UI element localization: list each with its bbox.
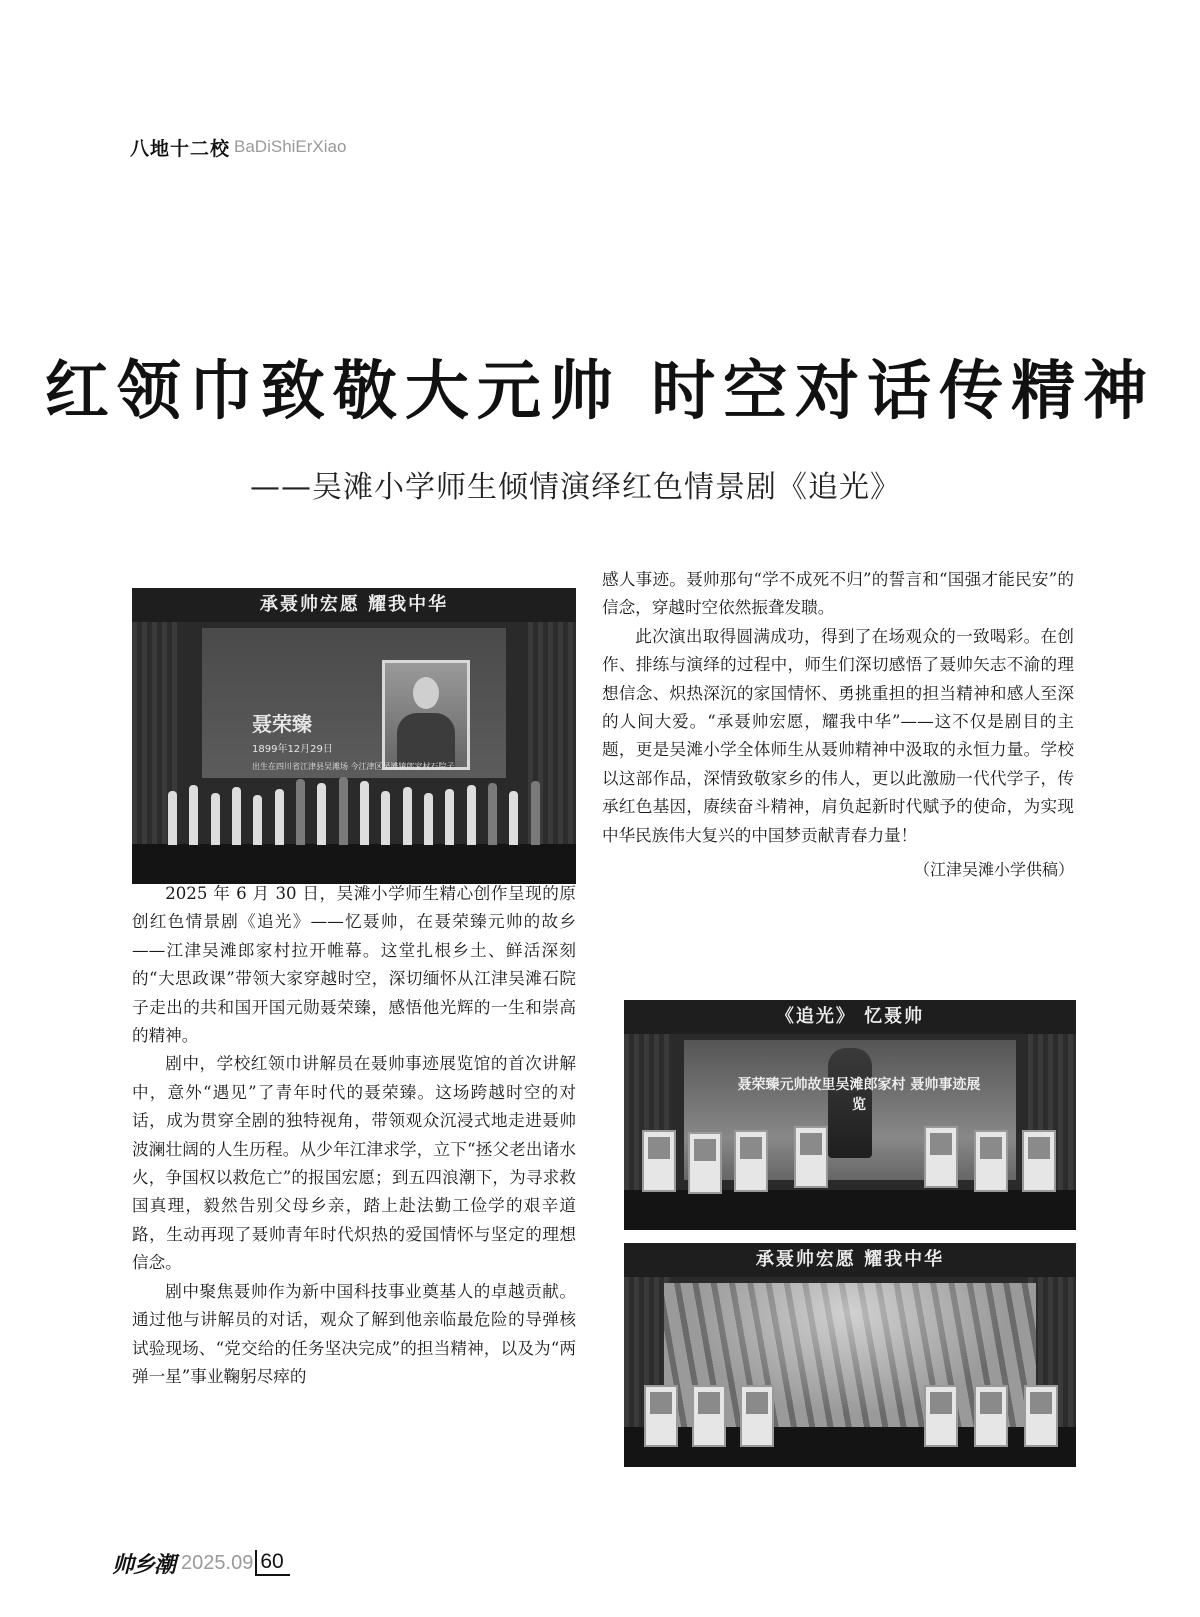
exhibit-panel <box>924 1385 958 1447</box>
paragraph: 此次演出取得圆满成功，得到了在场观众的一致喝彩。在创作、排练与演绎的过程中，师生们深切感悟了聂帅矢志不渝的理想信念、炽热深沉的家国情怀、勇挑重担的担当精神和感人至深的人间大爱。“承聂帅宏愿，耀我中华”——这不仅是剧目的主题，更是吴滩小学全体师生从聂帅精神中汲取的永恒力量。学校以这部作品，深情致敬家乡的伟人，更以此激励一代代学子，传承红色基因，赓续奋斗精神，肩负起新时代赋予的使命，为实现中华民族伟大复兴的中国梦贡献青春力量！ <box>602 626 1074 845</box>
screen-name-card <box>252 708 455 772</box>
exhibit-panel <box>692 1385 726 1447</box>
exhibit-panel <box>1022 1130 1056 1192</box>
exhibit-panel <box>642 1130 676 1192</box>
photo-banner: 《追光》 忆聂帅 <box>624 1000 1076 1034</box>
exhibit-panel <box>688 1132 722 1194</box>
issue-date: 2025.09 <box>181 1551 254 1574</box>
exhibit-panel <box>974 1385 1008 1447</box>
photo-banner: 承聂帅宏愿 耀我中华 <box>624 1243 1076 1277</box>
stage-photo-exhibition-scene <box>624 1000 1076 1230</box>
page-number: 60 <box>255 1550 289 1576</box>
paragraph: 剧中聚焦聂帅作为新中国科技事业奠基人的卓越贡献。通过他与讲解员的对话，观众了解到他亲临最危险的导弹核试验现场、“党交给的任务坚决完成”的担当精神，以及为“两弹一星”事业鞠躬尽瘁的 <box>132 1281 576 1386</box>
exhibit-panel <box>1024 1385 1058 1447</box>
article-column-right <box>602 566 1074 884</box>
screen-name: 聂荣臻 <box>252 712 312 736</box>
stage-floor <box>132 844 576 884</box>
paragraph: 剧中，学校红领巾讲解员在聂帅事迹展览馆的首次讲解中，意外“遇见”了青年时代的聂荣臻。这场跨越时空的对话，成为贯穿全剧的独特视角，带领观众沉浸式地走进聂帅波澜壮阔的人生历程。从少年江津求学，立下“拯父老出诸水火，争国权以救危亡”的报国宏愿；到五四浪潮下，为寻求救国真理，毅然告别父母乡亲，踏上赴法勤工俭学的艰辛道路，生动再现了聂帅青年时代炽热的爱国情怀与坚定的理想信念。 <box>132 1054 576 1273</box>
exhibit-panel <box>740 1385 774 1447</box>
performers-group <box>162 773 546 845</box>
photo-banner: 承聂帅宏愿 耀我中华 <box>132 588 576 622</box>
screen-caption: 聂荣臻元帅故里吴滩郎家村 聂帅事迹展览 <box>737 1077 981 1113</box>
screen-date: 1899年12月29日 <box>252 744 333 755</box>
exhibit-panel <box>734 1130 768 1192</box>
exhibit-panel <box>644 1385 678 1447</box>
stage-floor <box>624 1190 1076 1230</box>
article-column-left <box>132 880 576 1391</box>
article-title: 红领巾致敬大元帅 时空对话传精神 <box>44 354 1156 429</box>
exhibit-panel <box>974 1130 1008 1192</box>
magazine-name: 帅乡潮 <box>112 1551 176 1578</box>
section-name-cn: 八地十二校 <box>130 137 231 160</box>
paragraph: 2025 年 6 月 30 日，吴滩小学师生精心创作呈现的原创红色情景剧《追光》——忆聂帅，在聂荣臻元帅的故乡——江津吴滩郎家村拉开帷幕。这堂扎根乡土、鲜活深刻的“大思政课”带领大家穿越时空，深切缅怀从江津吴滩石院子走出的共和国开国元勋聂荣臻，感悟他光辉的一生和崇高的精神。 <box>132 884 576 1046</box>
screen-birthplace: 出生在四川省江津县吴滩场 今江津区吴滩镇郎家村石院子 <box>252 762 455 771</box>
page-footer <box>112 1548 290 1578</box>
stage-photo-forest-scene <box>624 1243 1076 1467</box>
exhibit-panel <box>794 1126 828 1188</box>
paragraph: 感人事迹。聂帅那句“学不成死不归”的誓言和“国强才能民安”的信念，穿越时空依然振聋发聩。 <box>602 570 1074 618</box>
article-subtitle: ——吴滩小学师生倾情演绎红色情景剧《追光》 <box>250 470 901 505</box>
section-name-pinyin: BaDiShiErXiao <box>234 137 347 156</box>
article-source: （江津吴滩小学供稿） <box>913 860 1074 880</box>
section-tag <box>130 136 346 158</box>
exhibit-panel <box>924 1126 958 1188</box>
stage-photo-curtain-call <box>132 588 576 884</box>
